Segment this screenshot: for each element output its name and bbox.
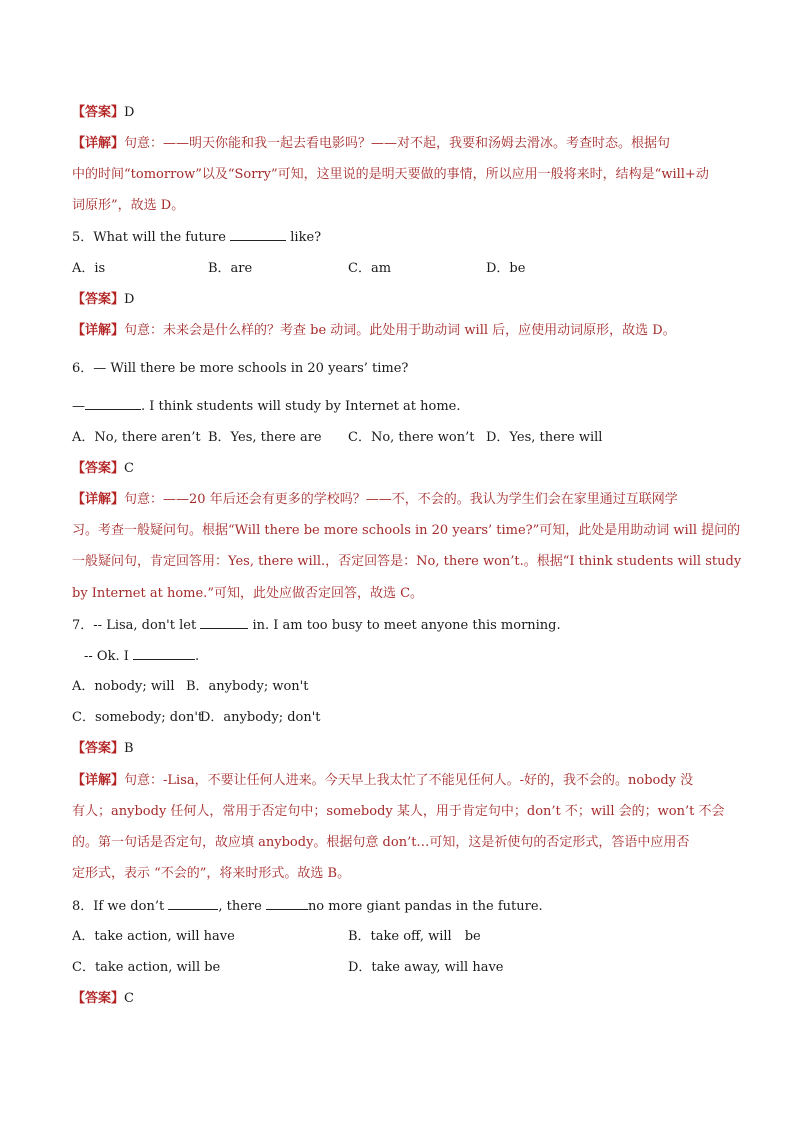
q8-option-c[interactable]: C．take action, will be <box>72 960 221 975</box>
q6-stem: 6．— Will there be more schools in 20 years’ time? <box>72 361 409 376</box>
explain-tag: 【详解】 <box>72 773 125 788</box>
q5-option-a[interactable]: A．is <box>72 261 106 276</box>
q4-answer: D <box>124 105 135 120</box>
q7-explain-line-3: 的。第一句话是否定句，故应填 anybody。根据句意 don’t…可知，这是祈使句的否定形式，答语中应用否 <box>72 835 690 850</box>
q4-explain-line-3: 词原形”，故选 D。 <box>72 198 185 213</box>
q6-reply-part-b: . I think students will study by Internet at home. <box>141 399 461 414</box>
q7-stem-part-b: in. I am too busy to meet anyone this morning. <box>252 618 561 633</box>
q7-explain-line-4: 定形式，表示 “不会的”，将来时形式。故选 B。 <box>72 866 351 881</box>
q6-explain-line-3: 一般疑问句，肯定回答用：Yes, there will.，否定回答是：No, there won’t.。根据“I think students will study <box>72 554 742 569</box>
q7-blank-2[interactable] <box>133 647 195 660</box>
q7-stem <box>72 616 561 635</box>
q8-option-a[interactable]: A．take action, will have <box>72 929 235 944</box>
q5-answer-line <box>72 291 134 309</box>
q7-option-c[interactable]: C．somebody; don't <box>72 710 204 725</box>
q4-explain-line-2: 中的时间“tomorrow”以及“Sorry”可知，这里说的是明天要做的事情，所以应用一般将来时，结构是“will+动 <box>72 167 709 182</box>
q5-explain-line-1 <box>72 322 676 340</box>
q6-answer: C <box>124 461 134 476</box>
answer-tag: 【答案】 <box>72 991 125 1006</box>
q7-explain-line-2: 有人；anybody 任何人，常用于否定句中；somebody 某人，用于肯定句中；don’t 不；will 会的；won’t 不会 <box>72 804 725 819</box>
q6-option-a[interactable]: A．No, there aren’t <box>72 430 201 445</box>
q5-option-d[interactable]: D．be <box>486 261 526 276</box>
q7-option-d[interactable]: D．anybody; don't <box>200 710 321 725</box>
q6-explain-line-1 <box>72 491 678 509</box>
q8-blank-2[interactable] <box>266 897 308 910</box>
q8-stem-part-b: , there <box>218 899 262 914</box>
q5-stem <box>72 228 321 247</box>
q4-explain-text-1: 句意：——明天你能和我一起去看电影吗？——对不起，我要和汤姆去滑冰。考查时态。根据句 <box>124 136 671 151</box>
q4-explain-line-1 <box>72 135 670 153</box>
answer-tag: 【答案】 <box>72 741 125 756</box>
explain-tag: 【详解】 <box>72 492 125 507</box>
q7-explain-text-1: 句意：-Lisa，不要让任何人进来。今天早上我太忙了不能见任何人。-好的，我不会的。nobody 没 <box>124 773 694 788</box>
q7-stem-part-a: 7．-- Lisa, don't let <box>72 618 197 633</box>
q5-answer: D <box>124 292 135 307</box>
q8-answer-line <box>72 990 134 1008</box>
q6-explain-line-2: 习。考查一般疑问句。根据“Will there be more schools in 20 years’ time?”可知，此处是用助动词 will 提问的 <box>72 523 741 538</box>
q7-blank-1[interactable] <box>200 616 248 629</box>
q7-reply-part-b: . <box>195 649 200 664</box>
q6-option-d[interactable]: D．Yes, there will <box>486 430 603 445</box>
q6-option-b[interactable]: B．Yes, there are <box>208 430 322 445</box>
q8-blank-1[interactable] <box>168 897 218 910</box>
q5-stem-part-b: like? <box>290 230 322 245</box>
q7-explain-line-1 <box>72 772 693 790</box>
q4-answer-line <box>72 104 134 122</box>
q8-option-b[interactable]: B．take off, will be <box>348 929 481 944</box>
q7-option-a[interactable]: A．nobody; will <box>72 679 175 694</box>
q8-answer: C <box>124 991 134 1006</box>
q5-explain-text-1: 句意：未来会是什么样的？考查 be 动词。此处用于助动词 will 后，应使用动词原形，故选 D。 <box>124 323 676 338</box>
q6-explain-text-1: 句意：——20 年后还会有更多的学校吗？——不，不会的。我认为学生们会在家里通过互联网学 <box>124 492 678 507</box>
q6-explain-line-4: by Internet at home.”可知，此处应做否定回答，故选 C。 <box>72 586 424 601</box>
q5-blank[interactable] <box>230 228 286 241</box>
q7-answer: B <box>124 741 134 756</box>
q6-blank[interactable] <box>85 397 141 410</box>
q8-stem-part-a: 8．If we don’t <box>72 899 165 914</box>
answer-tag: 【答案】 <box>72 292 125 307</box>
q5-option-b[interactable]: B．are <box>208 261 253 276</box>
q5-stem-part-a: 5．What will the future <box>72 230 226 245</box>
q7-reply <box>84 647 199 666</box>
q8-stem-part-c: no more giant pandas in the future. <box>307 899 543 914</box>
q5-option-c[interactable]: C．am <box>348 261 392 276</box>
q6-option-c[interactable]: C．No, there won’t <box>348 430 475 445</box>
answer-tag: 【答案】 <box>72 105 125 120</box>
q6-reply-part-a: — <box>72 399 85 414</box>
explain-tag: 【详解】 <box>72 323 125 338</box>
q8-stem <box>72 897 543 916</box>
explain-tag: 【详解】 <box>72 136 125 151</box>
q7-reply-part-a: -- Ok. I <box>84 649 129 664</box>
q8-option-d[interactable]: D．take away, will have <box>348 960 504 975</box>
q6-answer-line <box>72 460 134 478</box>
q7-answer-line <box>72 740 134 758</box>
q6-reply <box>72 397 460 416</box>
answer-tag: 【答案】 <box>72 461 125 476</box>
q7-option-b[interactable]: B．anybody; won't <box>186 679 309 694</box>
